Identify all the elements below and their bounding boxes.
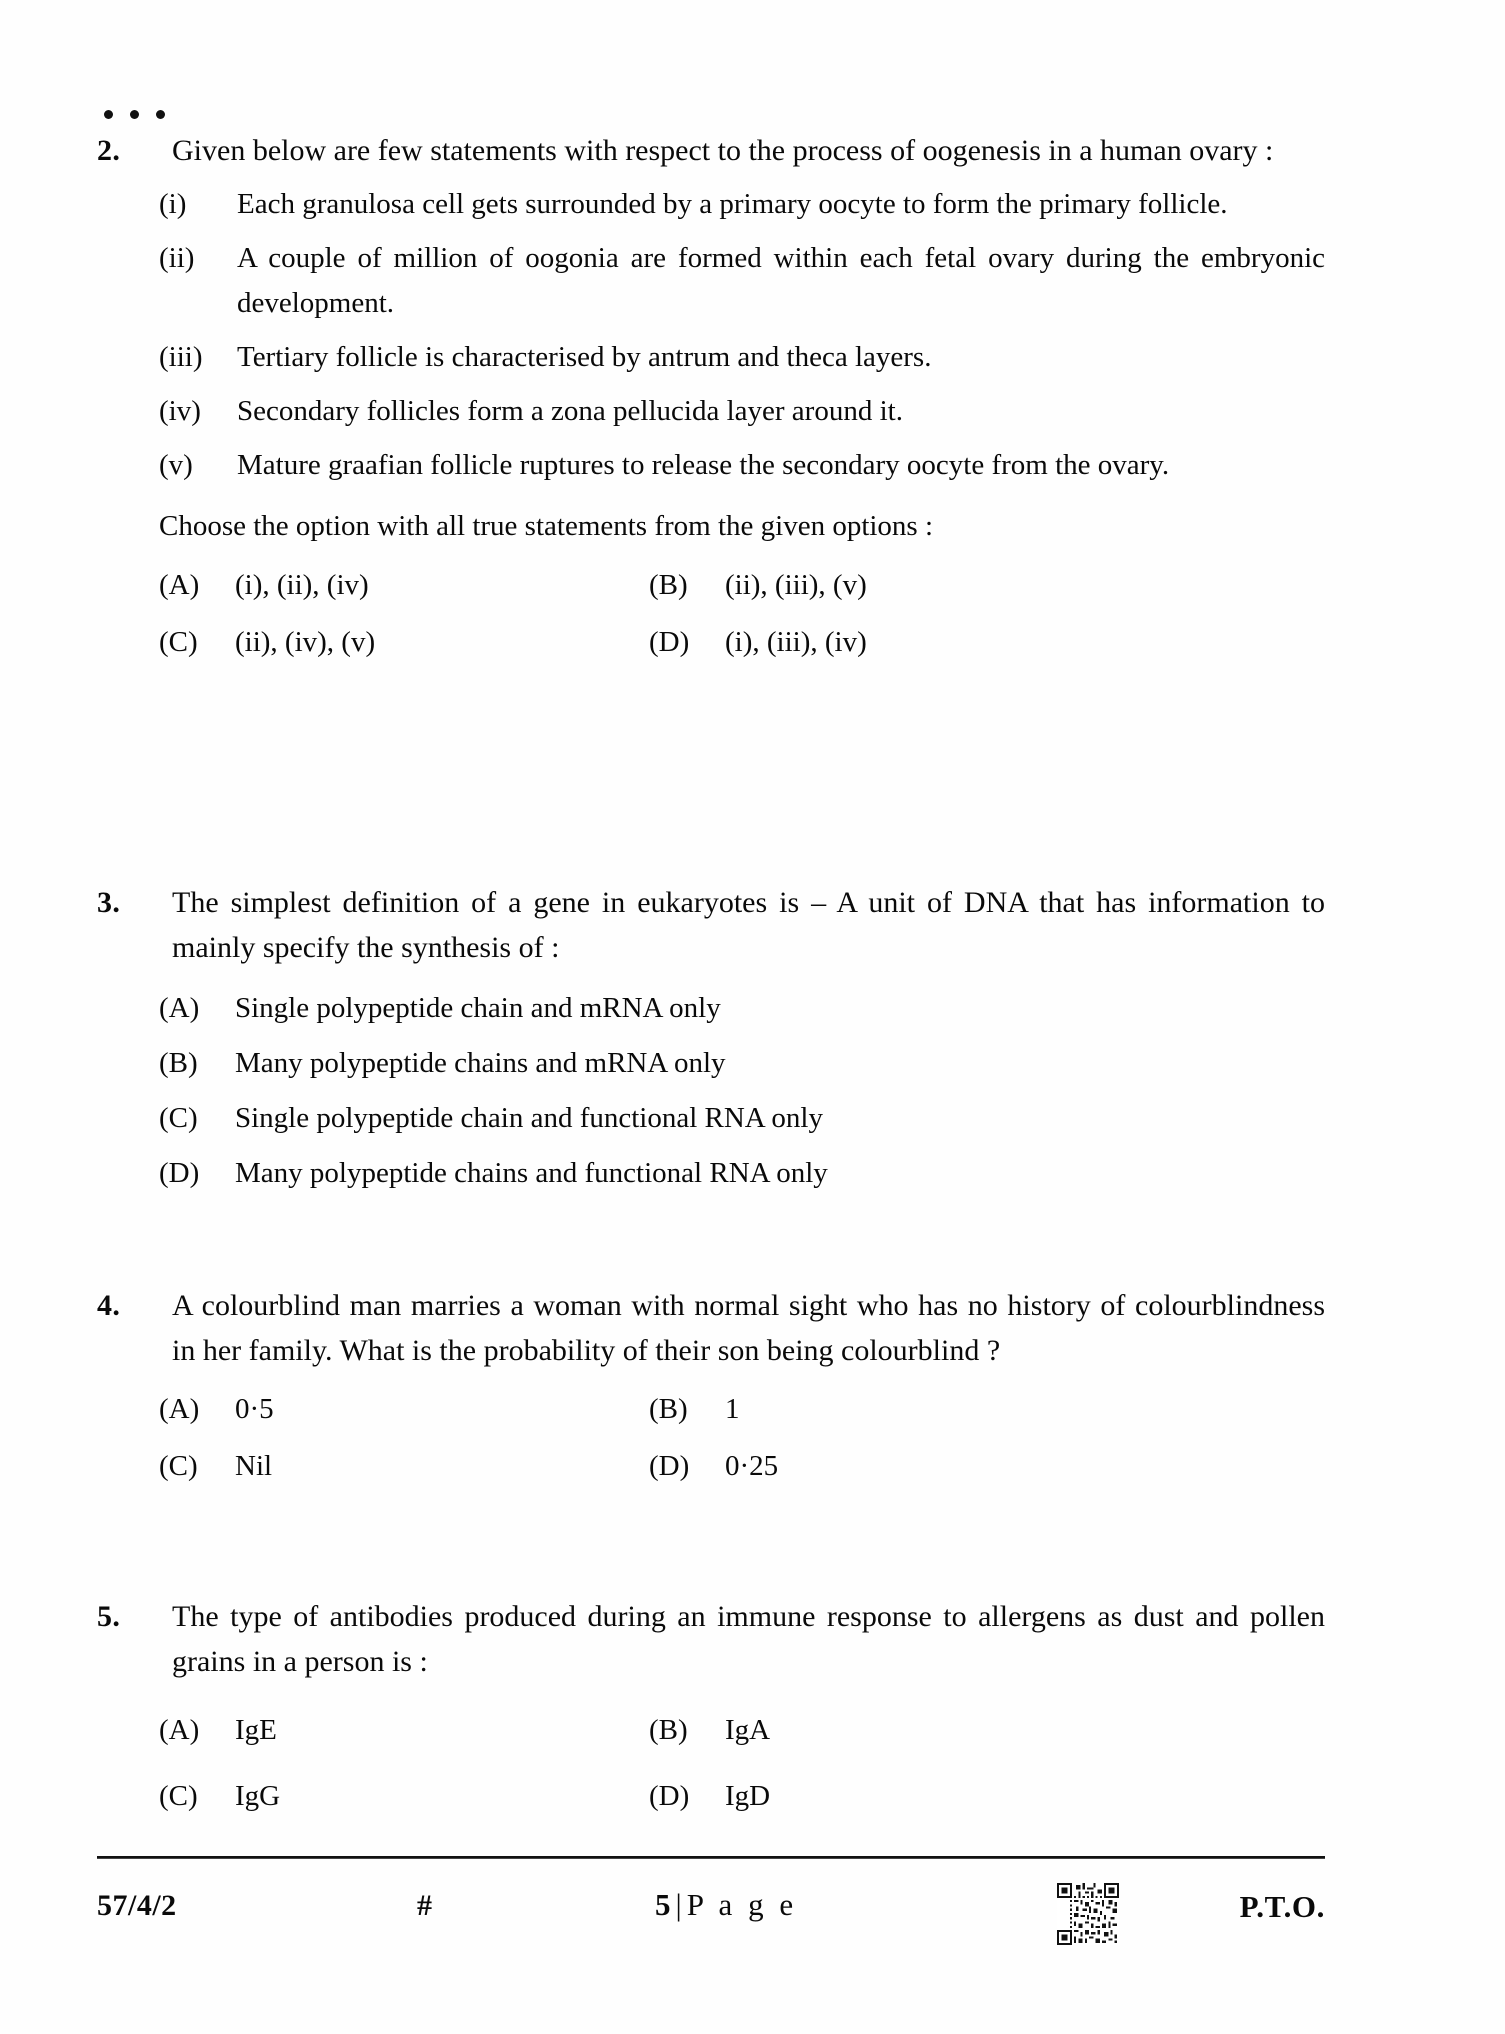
top-ellipsis-marker [104,110,165,119]
statement-item [97,335,1325,380]
option-a[interactable] [159,1710,649,1750]
question-stem-row [97,880,1325,970]
option-d[interactable] [649,1776,1325,1816]
option-label: (D) [159,1157,200,1189]
option-value: IgE [235,1714,277,1746]
option-a[interactable] [159,1389,649,1429]
page-separator: | [675,1887,682,1922]
question-block-2 [97,128,1325,662]
option-value: 0·5 [235,1393,274,1425]
option-label: (D) [649,626,690,658]
question-stem: The type of antibodies produced during an immune response to allergens as dust and pollen grains in a person is : [172,1600,1325,1678]
ellipsis-dot [130,110,139,119]
statement-item [97,389,1325,434]
question-instruction: Choose the option with all true statements from the given options : [159,510,934,542]
option-c[interactable] [159,1098,1325,1138]
question-stem-row [97,1594,1325,1684]
statement-item [97,443,1325,488]
option-value: Many polypeptide chains and functional RNA only [235,1157,828,1189]
statement-label: (v) [159,449,193,481]
option-label: (C) [159,1450,198,1482]
statement-item [97,236,1325,326]
option-d[interactable] [649,1446,1325,1486]
statement-text: Tertiary follicle is characterised by antrum and theca layers. [237,341,932,373]
option-value: (ii), (iii), (v) [725,569,867,601]
option-b[interactable] [649,1710,1325,1750]
question-stem: A colourblind man marries a woman with normal sight who has no history of colourblindness in her family. What is the probability of their son being colourblind ? [172,1289,1325,1367]
option-b[interactable] [159,1043,1325,1083]
question-number: 5. [97,1600,121,1633]
paper-code: 57/4/2 [97,1889,177,1922]
option-a[interactable] [159,565,649,605]
statement-label: (iii) [159,341,203,373]
option-c[interactable] [159,622,649,662]
question-stem-row [97,1283,1325,1373]
option-label: (C) [159,1780,198,1812]
option-label: (A) [159,1714,200,1746]
qr-code-icon [1057,1883,1119,1945]
option-a[interactable] [159,988,1325,1028]
option-value: 1 [725,1393,740,1425]
option-label: (B) [649,1393,688,1425]
footer-divider [97,1856,1325,1859]
question-number: 2. [97,134,121,167]
statement-text: Each granulosa cell gets surrounded by a primary oocyte to form the primary follicle. [237,188,1228,220]
question-stem-row [97,128,1325,173]
statement-text: Mature graafian follicle ruptures to release the secondary oocyte from the ovary. [237,449,1170,481]
option-value: (i), (ii), (iv) [235,569,369,601]
option-c[interactable] [159,1776,649,1816]
option-b[interactable] [649,1389,1325,1429]
option-value: Single polypeptide chain and functional RNA only [235,1102,823,1134]
page-indicator [655,1887,797,1923]
options-grid [97,1710,1325,1816]
option-label: (B) [649,1714,688,1746]
statement-text: Secondary follicles form a zona pellucida layer around it. [237,395,903,427]
ellipsis-dot [156,110,165,119]
question-block-4 [97,1283,1325,1486]
options-grid [97,565,1325,662]
page-number: 5 [655,1887,671,1922]
option-label: (B) [159,1047,198,1079]
option-label: (A) [159,1393,200,1425]
hash-mark: # [417,1889,432,1922]
option-label: (C) [159,1102,198,1134]
option-label: (C) [159,626,198,658]
option-value: IgG [235,1780,281,1812]
statement-text: A couple of million of oogonia are formed within each fetal ovary during the embryonic development. [237,242,1325,319]
option-value: (ii), (iv), (v) [235,626,376,658]
statement-label: (i) [159,188,187,220]
question-block-3 [97,880,1325,1193]
option-label: (D) [649,1780,690,1812]
option-value: IgD [725,1780,771,1812]
option-label: (B) [649,569,688,601]
option-value: 0·25 [725,1450,779,1482]
option-label: (A) [159,992,200,1024]
option-c[interactable] [159,1446,649,1486]
option-d[interactable] [649,622,1325,662]
page-word: P a g e [686,1887,798,1922]
option-b[interactable] [649,565,1325,605]
option-value: Nil [235,1450,273,1482]
option-label: (A) [159,569,200,601]
statement-item [97,182,1325,227]
option-d[interactable] [159,1153,1325,1193]
option-value: Many polypeptide chains and mRNA only [235,1047,726,1079]
question-stem: The simplest definition of a gene in eukaryotes is – A unit of DNA that has information to mainly specify the synthesis of : [172,886,1325,964]
statement-label: (iv) [159,395,201,427]
option-value: (i), (iii), (iv) [725,626,867,658]
options-grid [97,1389,1325,1486]
pto-label: P.T.O. [1239,1889,1325,1924]
statement-label: (ii) [159,242,195,274]
option-value: Single polypeptide chain and mRNA only [235,992,721,1024]
option-value: IgA [725,1714,771,1746]
option-label: (D) [649,1450,690,1482]
options-grid [97,988,1325,1193]
question-number: 4. [97,1289,121,1322]
question-stem: Given below are few statements with respect to the process of oogenesis in a human ovary : [172,134,1274,167]
page-footer [97,1875,1325,1965]
question-block-5 [97,1594,1325,1816]
question-number: 3. [97,886,121,919]
ellipsis-dot [104,110,113,119]
